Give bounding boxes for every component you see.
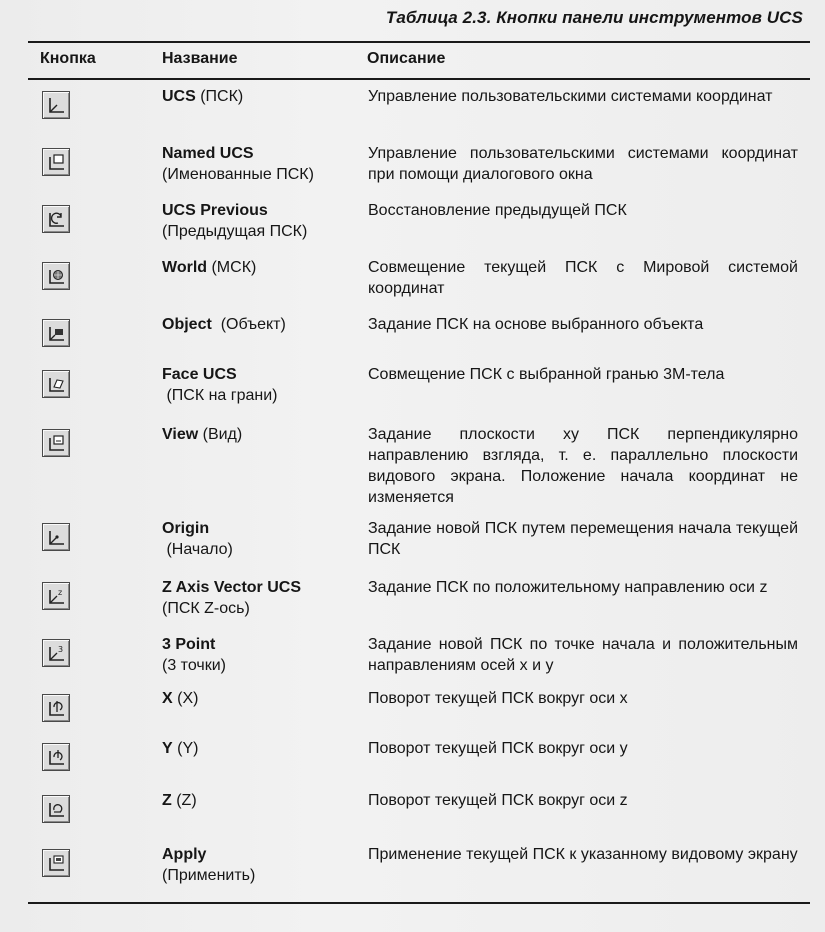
world-ucs-icon — [42, 262, 70, 290]
button-name-bold: View — [162, 426, 199, 443]
table-bottom-rule — [28, 902, 810, 904]
button-description: Поворот текущей ПСК вокруг оси x — [368, 690, 628, 707]
button-name — [162, 86, 362, 107]
button-name-translation: (Объект) — [211, 316, 286, 333]
table-header-rule — [28, 78, 810, 80]
button-name — [162, 364, 362, 406]
button-name-translation: (Начало) — [162, 541, 233, 558]
button-name-translation: (ПСК Z-ось) — [162, 600, 250, 617]
button-name-translation: (X) — [172, 690, 199, 707]
table-caption: Таблица 2.3. Кнопки панели инструментов UCS — [385, 8, 803, 27]
button-name — [162, 688, 362, 709]
button-name — [162, 314, 362, 335]
button-name — [162, 200, 362, 242]
button-name — [162, 518, 362, 560]
button-description: Управление пользовательскими системами координат — [368, 88, 773, 105]
button-name — [162, 577, 362, 619]
button-description: Совмещение текущей ПСК с Мировой системой координат — [368, 259, 798, 297]
z-rotate-icon — [42, 795, 70, 823]
button-description: Задание плоскости xy ПСК перпендикулярно направлению взгляда, т. е. параллельно плоскости видового экрана. Положение начала координат не изменяется — [368, 426, 798, 506]
button-description: Совмещение ПСК с выбранной гранью 3М-тела — [368, 366, 725, 383]
button-name-bold: Named UCS — [162, 145, 254, 162]
button-description: Поворот текущей ПСК вокруг оси y — [368, 740, 628, 757]
x-rotate-icon — [42, 694, 70, 722]
button-name-translation: (ПСК) — [195, 88, 244, 105]
button-name-translation: (Предыдущая ПСК) — [162, 223, 308, 240]
button-name-bold: Face UCS — [162, 366, 237, 383]
button-name-translation: (ПСК на грани) — [162, 387, 278, 404]
button-name-bold: Origin — [162, 520, 210, 537]
button-name — [162, 257, 362, 278]
svg-text:z: z — [58, 588, 63, 597]
button-description: Управление пользовательскими системами координат при помощи диалогового окна — [368, 145, 798, 183]
button-name — [162, 634, 362, 676]
button-name-bold: Object — [162, 316, 212, 333]
ucs-icon — [42, 91, 70, 119]
button-name-translation: (Именованные ПСК) — [162, 166, 314, 183]
button-name-bold: UCS — [162, 88, 196, 105]
button-name-bold: UCS Previous — [162, 202, 268, 219]
button-name-bold: World — [162, 259, 208, 276]
button-description: Восстановление предыдущей ПСК — [368, 202, 627, 219]
header-description: Описание — [367, 50, 446, 67]
face-ucs-icon — [42, 370, 70, 398]
origin-ucs-icon — [42, 523, 70, 551]
button-name — [162, 143, 362, 185]
button-name-translation: (МСК) — [207, 259, 257, 276]
table-top-rule — [28, 41, 810, 43]
button-name-bold: Y — [162, 740, 173, 757]
button-name-bold: X — [162, 690, 173, 707]
button-description: Задание ПСК на основе выбранного объекта — [368, 316, 704, 333]
header-name: Название — [162, 50, 238, 67]
button-description: Поворот текущей ПСК вокруг оси z — [368, 792, 628, 809]
y-rotate-icon — [42, 743, 70, 771]
button-description: Задание новой ПСК по точке начала и положительным направлениям осей x и y — [368, 636, 798, 674]
button-name-translation: (Вид) — [198, 426, 243, 443]
apply-ucs-icon — [42, 849, 70, 877]
button-name-bold: Apply — [162, 846, 207, 863]
button-name — [162, 790, 362, 811]
view-ucs-icon — [42, 429, 70, 457]
button-name — [162, 424, 362, 445]
header-button: Кнопка — [40, 50, 96, 67]
object-ucs-icon — [42, 319, 70, 347]
button-name — [162, 738, 362, 759]
button-name-bold: Z Axis Vector UCS — [162, 579, 302, 596]
button-description: Задание ПСК по положительному направлению оси z — [368, 579, 768, 596]
button-name-bold: Z — [162, 792, 172, 809]
button-name-translation: (Применить) — [162, 867, 256, 884]
button-name-translation: (Z) — [171, 792, 197, 809]
svg-text:3: 3 — [58, 645, 64, 654]
button-description: Задание новой ПСК путем перемещения начала текущей ПСК — [368, 520, 798, 558]
three-point-icon — [42, 639, 70, 667]
ucs-previous-icon — [42, 205, 70, 233]
z-axis-vector-icon — [42, 582, 70, 610]
button-name-translation: (3 точки) — [162, 657, 226, 674]
button-name-translation: (Y) — [172, 740, 199, 757]
button-name-bold: 3 Point — [162, 636, 216, 653]
button-description: Применение текущей ПСК к указанному видовому экрану — [368, 846, 798, 863]
named-ucs-icon — [42, 148, 70, 176]
button-name — [162, 844, 362, 886]
